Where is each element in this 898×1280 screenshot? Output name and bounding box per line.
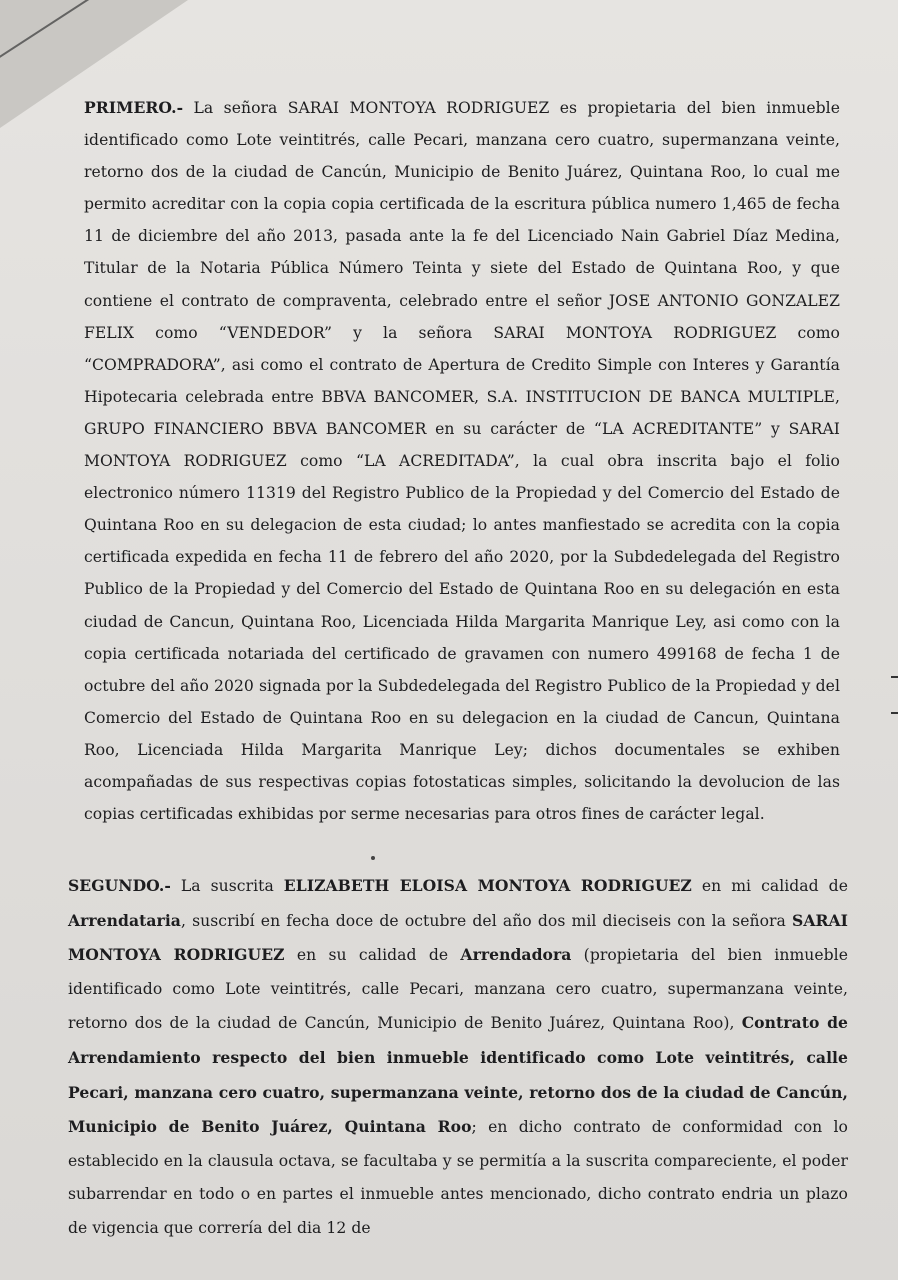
bold-name: SARAI MONTOYA RODRIGUEZ — [68, 910, 848, 965]
paragraph-text: en su calidad de — [284, 946, 461, 965]
bold-term: Arrendadora — [460, 945, 572, 965]
paragraph-primero — [84, 92, 840, 830]
edge-mark — [891, 676, 898, 678]
edge-mark — [891, 712, 898, 714]
bold-term: Arrendataria — [68, 910, 181, 930]
paragraph-text: La suscrita — [170, 877, 284, 895]
paragraph-heading: PRIMERO.- — [84, 98, 184, 117]
paragraph-segundo — [68, 869, 848, 1246]
paragraph-text: ; en dicho contrato de conformidad con lo establecido en la clausula octava, se facultaba y se permitía a la suscrita compareciente, el poder subarrendar en todo o en partes el inmueble antes mencionado, dicho contrato endria un plazo de vigencia que correría del dia 12 de — [68, 1118, 848, 1237]
bold-name: ELIZABETH ELOISA MONTOYA RODRIGUEZ — [283, 876, 692, 895]
bold-contract: Contrato de Arrendamiento respecto del bien inmueble identificado como Lote veintitrés, calle Pecari, manzana cero cuatro, supermanzana veinte, retorno dos de la ciudad de Cancún, Municipio de Benito Juárez, Quintana Roo — [68, 1013, 848, 1137]
paragraph-text: La señora SARAI MONTOYA RODRIGUEZ es propietaria del bien inmueble identificado como Lote veintitrés, calle Pecari, manzana cero cuatro, supermanzana veinte, retorno dos de la ciudad de Cancún, Municipio de Benito Juárez, Quintana Roo, lo cual me permito acreditar con la copia copia certificada de la escritura pública numero 1,465 de fecha 11 de diciembre del año 2013, pasada ante la fe del Licenciado Nain Gabriel Díaz Medina, Titular de la Notaria Pública Número Teinta y siete del Estado de Quintana Roo, y que contiene el contrato de compraventa, celebrado entre el señor JOSE ANTONIO GONZALEZ FELIX como “VENDEDOR” y la señora SARAI MONTOYA RODRIGUEZ como “COMPRADORA”, asi como el contrato de Apertura de Credito Simple con Interes y Garantía Hipotecaria celebrada entre BBVA BANCOMER, S.A. INSTITUCION DE BANCA MULTIPLE, GRUPO FINANCIERO BBVA BANCOMER en su carácter de “LA ACREDITANTE” y SARAI MONTOYA RODRIGUEZ como “LA ACREDITADA”, la cual obra inscrita bajo el folio electronico número 11319 del Registro Publico de la Propiedad y del Comercio del Estado de Quintana Roo en su delegacion de esta ciudad; lo antes manfiestado se acredita con la copia certificada expedida en fecha 11 de febrero del año 2020, por la Subdedelegada del Registro Publico de la Propiedad y del Comercio del Estado de Quintana Roo en su delegación en esta ciudad de Cancun, Quintana Roo, Licenciada Hilda Margarita Manrique Ley, asi como con la copia certificada notariada del certificado de gravamen con numero 499168 de fecha 1 de octubre del año 2020 signada por la Subdedelegada del Registro Publico de la Propiedad y del Comercio del Estado de Quintana Roo en su delegacion en la ciudad de Cancun, Quintana Roo, Licenciada Hilda Margarita Manrique Ley; dichos documentales se exhiben acompañadas de sus respectivas copias fotostaticas simples, solicitando la devolucion de las copias certificadas exhibidas por serme necesarias para otros fines de carácter legal. — [84, 99, 840, 824]
paragraph-heading: SEGUNDO.- — [68, 876, 171, 895]
paragraph-text: (propietaria del bien inmueble identificado como Lote veintitrés, calle Pecari, manzana cero cuatro, supermanzana veinte, retorno dos de la ciudad de Cancún, Municipio de Benito Juárez, Quintana Roo), — [68, 946, 848, 1033]
paragraph-text: , suscribí en fecha doce de octubre del año dos mil dieciseis con la señora — [180, 911, 793, 930]
paragraph-text: en mi calidad de — [691, 877, 848, 895]
ink-dot — [371, 856, 375, 860]
